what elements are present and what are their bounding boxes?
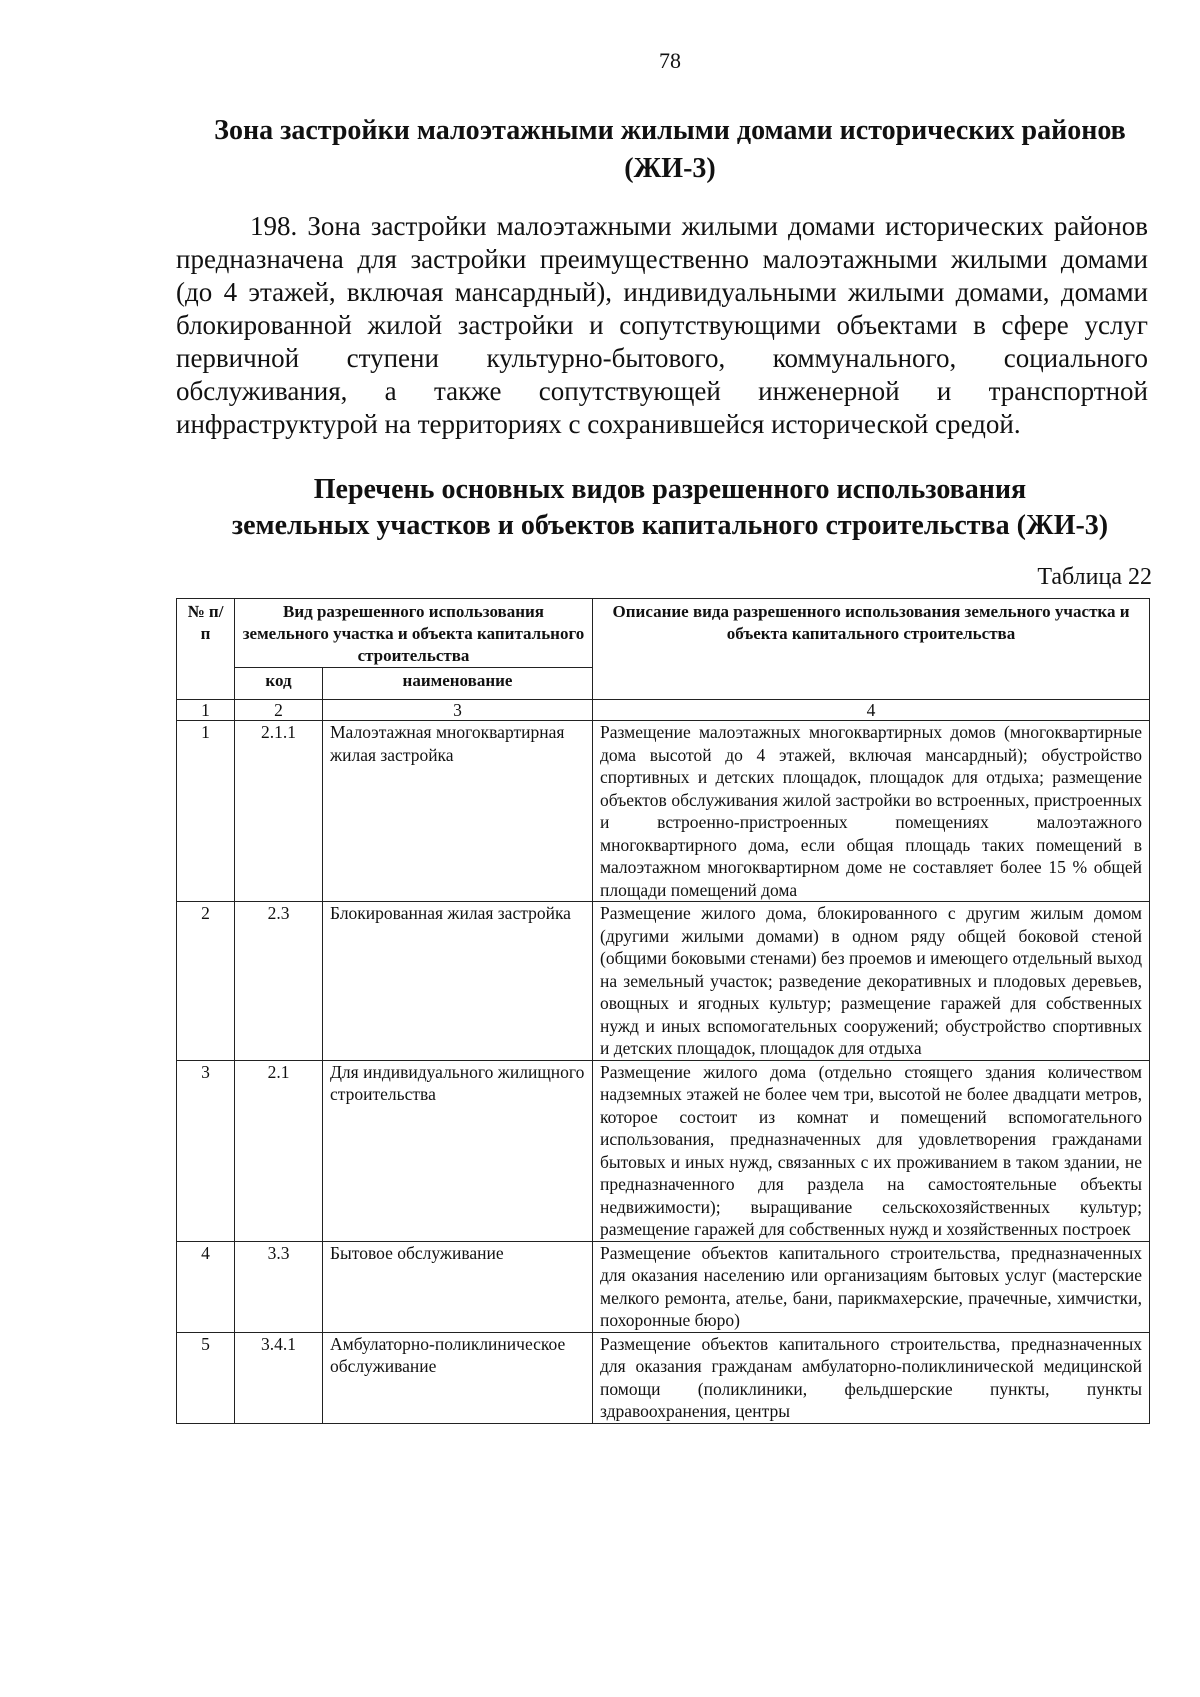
table-row <box>177 721 1150 902</box>
section-title-line-1: Зона застройки малоэтажными жилыми домами исторических районов <box>214 115 1126 146</box>
row-name: Малоэтажная многоквартирная жилая застройка <box>323 721 593 902</box>
zone-description-paragraph: 198. Зона застройки малоэтажными жилыми домами исторических районов предназначена для застройки преимущественно малоэтажными жилыми домами (до 4 этажей, включая мансардный), индивидуальными жилыми домами, домами блокированной жилой застройки и сопутствующими объектами в сфере услуг первичной ступени культурно-бытового, коммунального, социального обслуживания, а также сопутствующей инженерной и транспортной инфраструктурой на территориях с сохранившейся исторической средой. <box>176 211 1148 439</box>
header-name: наименование <box>323 668 593 700</box>
row-code: 2.1 <box>235 1060 323 1241</box>
row-name: Для индивидуального жилищного строительства <box>323 1060 593 1241</box>
header-desc: Описание вида разрешенного использования земельного участка и объекта капитального строительства <box>593 599 1150 700</box>
list-title <box>190 472 1150 544</box>
row-description: Размещение объектов капитального строительства, предназначенных для оказания гражданам амбулаторно-поликлинической медицинской помощи (поликлиники, фельдшерские пункты, пункты здравоохранения, центры <box>593 1332 1150 1423</box>
section-title <box>190 112 1150 188</box>
row-description: Размещение объектов капитального строительства, предназначенных для оказания населению или организациям бытовых услуг (мастерские мелкого ремонта, ателье, бани, парикмахерские, прачечные, химчистки, похоронные бюро) <box>593 1241 1150 1332</box>
row-name: Бытовое обслуживание <box>323 1241 593 1332</box>
permitted-use-table <box>176 598 1150 1424</box>
row-name: Амбулаторно-поликлиническое обслуживание <box>323 1332 593 1423</box>
row-description: Размещение жилого дома (отдельно стоящего здания количеством надземных этажей не более чем три, высотой не более двадцати метров, которое состоит из комнат и помещений вспомогательного использования, предназначенных для удовлетворения гражданами бытовых и иных нужд, связанных с их проживанием в таком здании, не предназначенного для раздела на самостоятельные объекты недвижимости); выращивание сельскохозяйственных культур; размещение гаражей для собственных нужд и хозяйственных построек <box>593 1060 1150 1241</box>
row-description: Размещение малоэтажных многоквартирных домов (многоквартирные дома высотой до 4 этажей, включая мансардный); обустройство спортивных и детских площадок, площадок для отдыха; размещение объектов обслуживания жилой застройки во встроенных, пристроенных и встроенно-пристроенных помещениях малоэтажного многоквартирного дома, если общая площадь таких помещений в малоэтажном многоквартирном доме не составляет более 15 % общей площади помещений дома <box>593 721 1150 902</box>
row-number: 5 <box>177 1332 235 1423</box>
header-code: код <box>235 668 323 700</box>
table-row <box>177 1060 1150 1241</box>
row-number: 2 <box>177 902 235 1061</box>
section-title-line-2: (ЖИ-3) <box>624 153 716 184</box>
table-row <box>177 1241 1150 1332</box>
column-number: 3 <box>323 700 593 721</box>
page-number: 78 <box>659 48 681 73</box>
list-title-line-2: земельных участков и объектов капитального строительства (ЖИ-3) <box>231 510 1109 541</box>
row-number: 3 <box>177 1060 235 1241</box>
column-number: 1 <box>177 700 235 721</box>
list-title-line-1: Перечень основных видов разрешенного использования <box>313 474 1027 505</box>
row-name: Блокированная жилая застройка <box>323 902 593 1061</box>
header-num: № п/п <box>177 599 235 700</box>
column-number: 2 <box>235 700 323 721</box>
row-description: Размещение жилого дома, блокированного с другим жилым домом (другими жилыми домами) в одном ряду общей боковой стеной (общими боковыми стенами) без проемов и имеющего отдельный выход на земельный участок; разведение декоративных и плодовых деревьев, овощных и ягодных культур; размещение гаражей для собственных нужд и иных вспомогательных сооружений; обустройство спортивных и детских площадок, площадок для отдыха <box>593 902 1150 1061</box>
row-number: 1 <box>177 721 235 902</box>
row-code: 3.3 <box>235 1241 323 1332</box>
table-header-row <box>177 599 1150 668</box>
row-code: 2.1.1 <box>235 721 323 902</box>
table-caption: Таблица 22 <box>1037 564 1152 590</box>
table-row <box>177 1332 1150 1423</box>
table-row <box>177 902 1150 1061</box>
row-number: 4 <box>177 1241 235 1332</box>
column-number: 4 <box>593 700 1150 721</box>
row-code: 2.3 <box>235 902 323 1061</box>
column-number-row <box>177 700 1150 721</box>
header-kind: Вид разрешенного использования земельного участка и объекта капитального строительства <box>235 599 593 668</box>
row-code: 3.4.1 <box>235 1332 323 1423</box>
